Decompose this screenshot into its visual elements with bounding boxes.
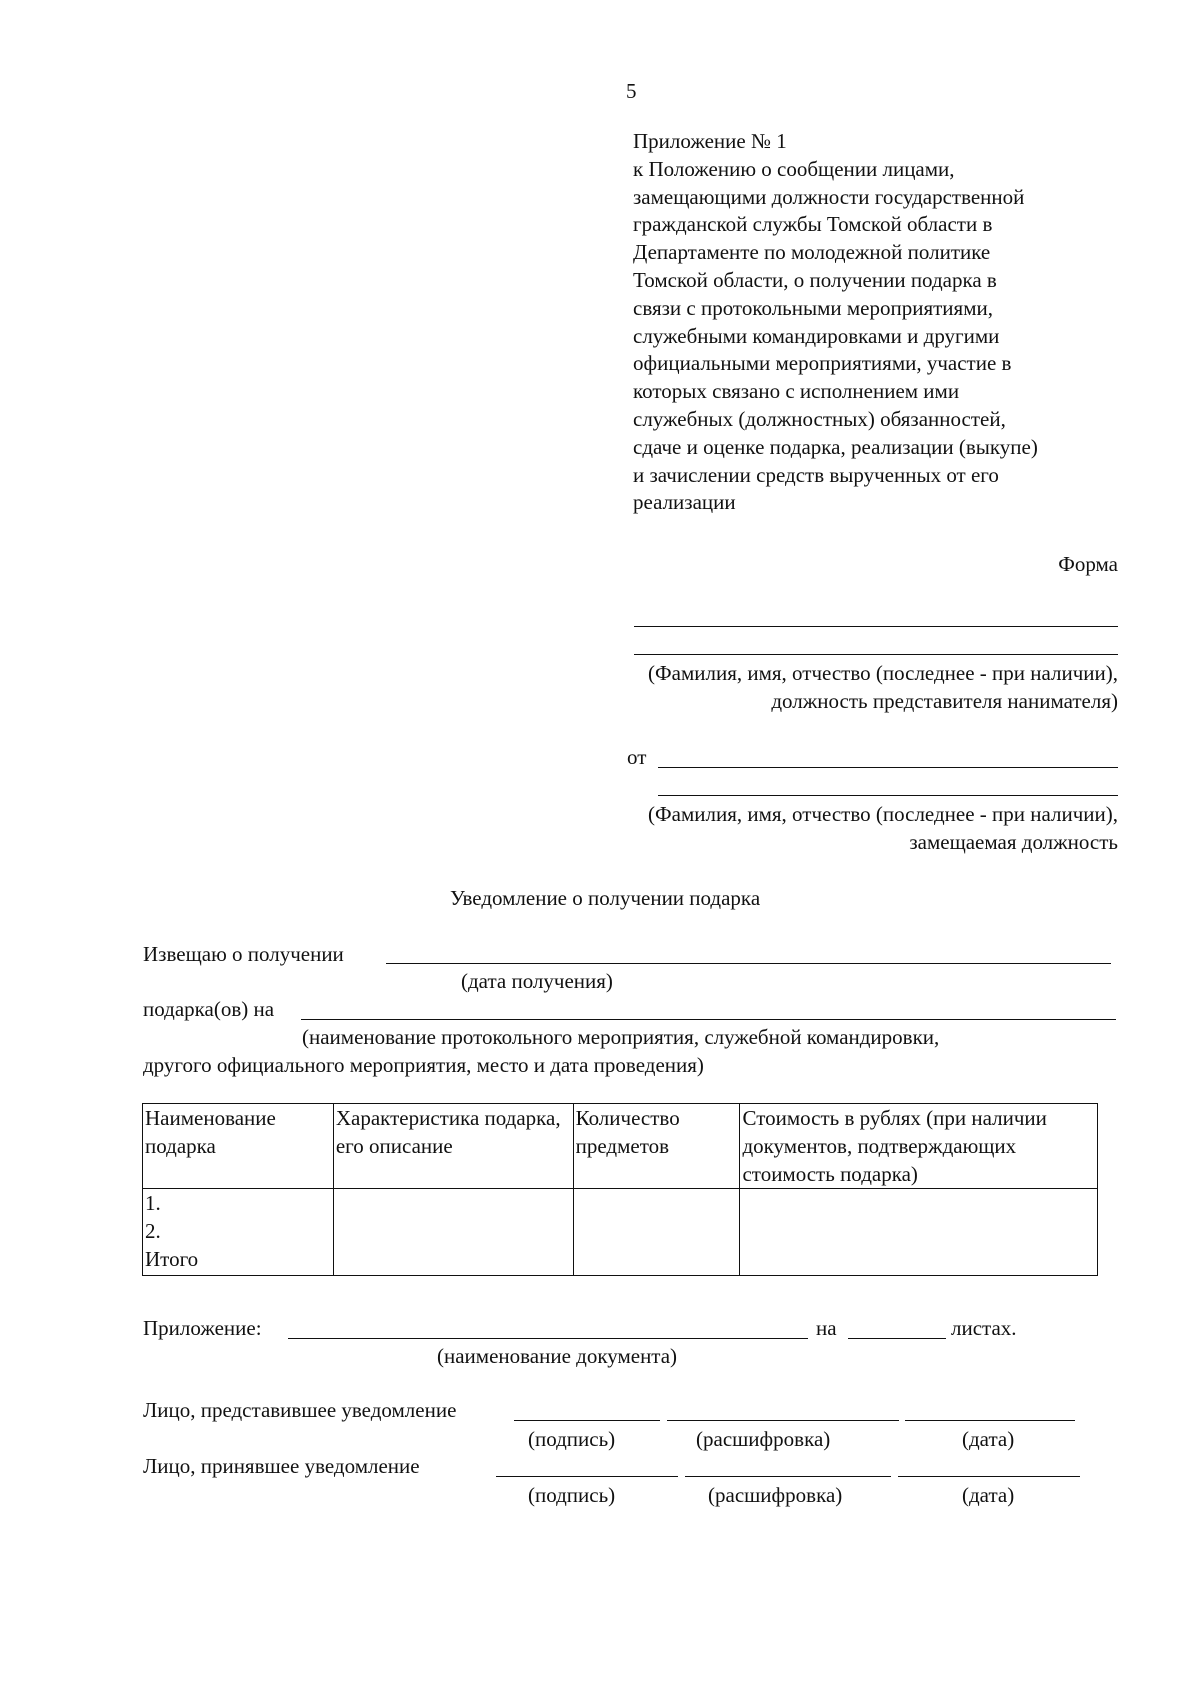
accepted-decoding-line[interactable] (685, 1476, 891, 1477)
appendix-line: официальными мероприятиями, участие в (633, 351, 1012, 376)
date-received-line[interactable] (386, 963, 1111, 964)
attachment-sheets-line[interactable] (848, 1338, 946, 1339)
submitted-date-caption: (дата) (962, 1427, 1015, 1451)
event-line[interactable] (301, 1019, 1116, 1020)
row-label-total: Итого (145, 1247, 199, 1271)
header-cost: Стоимость в рублях (при наличии документов, подтверждающих стоимость подарка) (740, 1104, 1098, 1189)
appendix-line: Департаменте по молодежной политике (633, 240, 991, 265)
page-number: 5 (626, 79, 637, 103)
accepted-by-label: Лицо, принявшее уведомление (143, 1454, 420, 1478)
form-label: Форма (1058, 552, 1118, 576)
accepted-decoding-caption: (расшифровка) (708, 1483, 843, 1507)
submitted-by-label: Лицо, представившее уведомление (143, 1398, 457, 1422)
sender-name-line[interactable] (658, 767, 1118, 768)
quantity-cell[interactable] (573, 1189, 740, 1276)
accepted-signature-caption: (подпись) (528, 1483, 616, 1507)
sender-caption-2: замещаемая должность (909, 830, 1118, 854)
appendix-line: реализации (633, 490, 736, 515)
appendix-line: сдаче и оценке подарка, реализации (выкупе) (633, 434, 1038, 459)
description-cell[interactable] (333, 1189, 573, 1276)
date-received-caption: (дата получения) (461, 969, 613, 993)
attachment-doc-line[interactable] (288, 1338, 808, 1339)
appendix-header (633, 128, 1153, 517)
recipient-caption-1: (Фамилия, имя, отчество (последнее - при наличии), (648, 661, 1118, 685)
header-gift-description: Характеристика подарка, его описание (333, 1104, 573, 1189)
gifts-on-label: подарка(ов) на (143, 997, 275, 1021)
table-header-row (143, 1104, 1098, 1189)
attachment-sheets-label: листах. (951, 1316, 1017, 1340)
appendix-line: гражданской службы Томской области в (633, 212, 993, 237)
accepted-signature-line[interactable] (496, 1476, 678, 1477)
submitted-date-line[interactable] (905, 1420, 1075, 1421)
cost-cell[interactable] (740, 1189, 1098, 1276)
recipient-position-line[interactable] (634, 654, 1118, 655)
appendix-line: Томской области, о получении подарка в (633, 267, 997, 292)
submitted-decoding-line[interactable] (667, 1420, 899, 1421)
submitted-decoding-caption: (расшифровка) (696, 1427, 831, 1451)
sender-prefix: от (627, 745, 647, 769)
row-labels-cell (143, 1189, 334, 1276)
attachment-caption: (наименование документа) (437, 1344, 678, 1368)
row-label-2: 2. (145, 1219, 161, 1243)
header-quantity: Количество предметов (573, 1104, 740, 1189)
appendix-line: которых связано с исполнением ими (633, 379, 960, 404)
accepted-date-caption: (дата) (962, 1483, 1015, 1507)
row-label-1: 1. (145, 1191, 161, 1215)
appendix-line: к Положению о сообщении лицами, (633, 156, 955, 181)
appendix-line: служебных (должностных) обязанностей, (633, 406, 1006, 431)
gifts-table (142, 1103, 1098, 1276)
sender-position-line[interactable] (658, 795, 1118, 796)
appendix-line: и зачислении средств вырученных от его (633, 462, 999, 487)
header-gift-name: Наименование подарка (143, 1104, 334, 1189)
submitted-signature-line[interactable] (514, 1420, 660, 1421)
attachment-label: Приложение: (143, 1316, 262, 1340)
appendix-line: Приложение № 1 (633, 129, 787, 153)
event-caption-continued: другого официального мероприятия, место и дата проведения) (143, 1053, 704, 1077)
event-caption: (наименование протокольного мероприятия, служебной командировки, (302, 1025, 940, 1049)
notice-received-label: Извещаю о получении (143, 942, 344, 966)
recipient-caption-2: должность представителя нанимателя) (771, 689, 1118, 713)
appendix-line: замещающими должности государственной (633, 184, 1025, 209)
document-title: Уведомление о получении подарка (450, 886, 761, 910)
sender-caption-1: (Фамилия, имя, отчество (последнее - при наличии), (648, 802, 1118, 826)
appendix-line: служебными командировками и другими (633, 323, 1000, 348)
submitted-signature-caption: (подпись) (528, 1427, 616, 1451)
table-row (143, 1189, 1098, 1276)
recipient-name-line[interactable] (634, 626, 1118, 627)
attachment-on-label: на (816, 1316, 837, 1340)
appendix-line: связи с протокольными мероприятиями, (633, 295, 993, 320)
accepted-date-line[interactable] (898, 1476, 1080, 1477)
